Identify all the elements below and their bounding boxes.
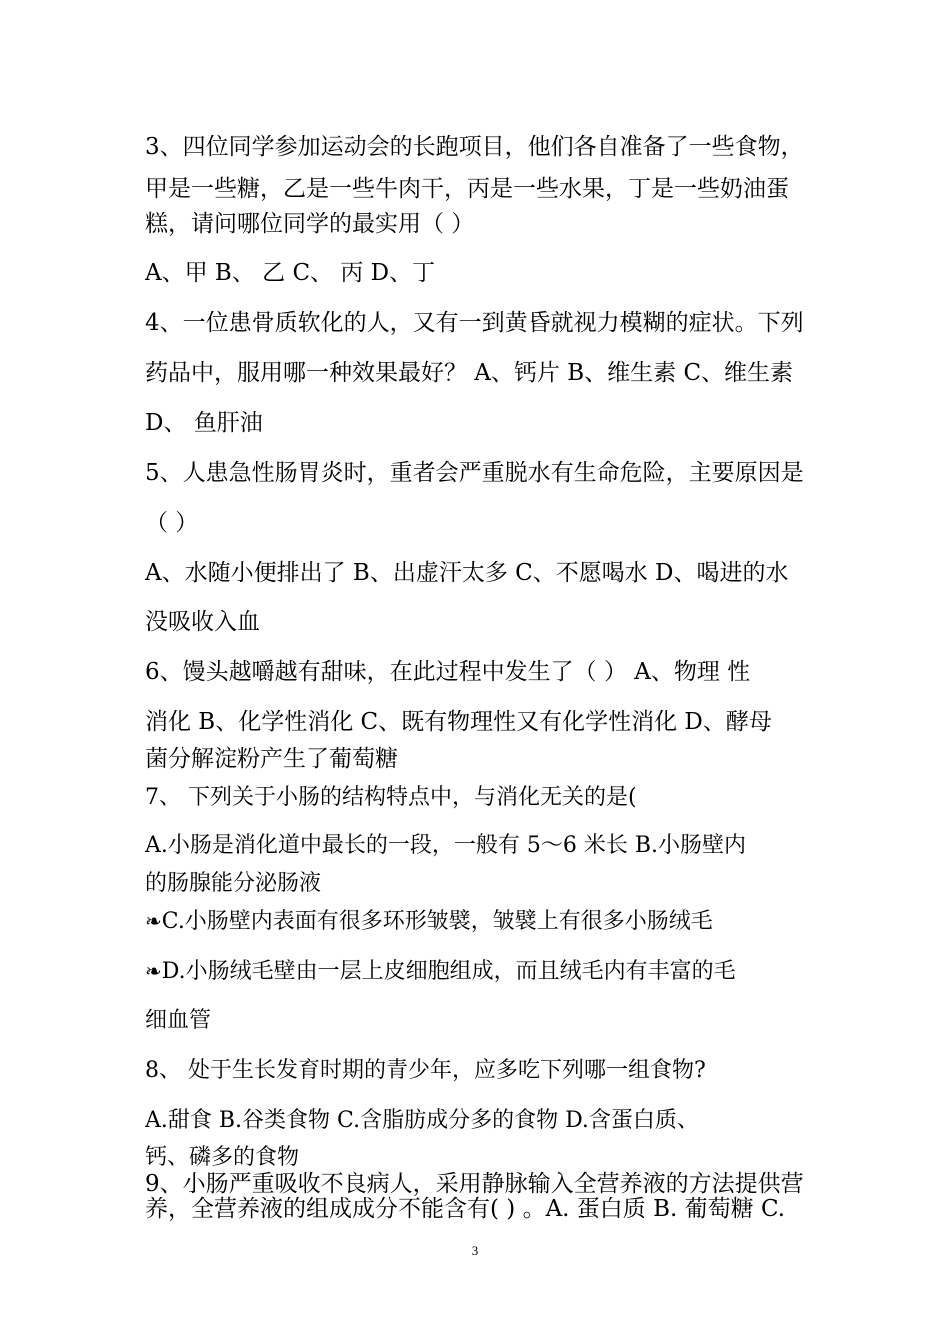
- q6-line-3: 菌分解淀粉产生了葡萄糖: [145, 746, 398, 772]
- q3-line-1: 3、四位同学参加运动会的长跑项目，他们各自准备了一些食物，: [145, 134, 804, 160]
- q4-line-3: D、 鱼肝油: [145, 410, 263, 436]
- q9-line-2: 养，全营养液的组成成分不能含有( ) 。A. 蛋白质 B. 葡萄糖 C.: [145, 1196, 786, 1222]
- q5-options: A、水随小便排出了 B、出虚汗太多 C、不愿喝水 D、喝进的水: [145, 560, 789, 586]
- q7-option-c-text: C.小肠壁内表面有很多环形皱襞，皱襞上有很多小肠绒毛: [161, 909, 713, 934]
- q9-line-1: 9、小肠严重吸收不良病人，采用静脉输入全营养液的方法提供营: [145, 1171, 804, 1197]
- q3-options: A、甲 B、 乙 C、 丙 D、丁: [145, 260, 436, 286]
- q5-options-cont: 没吸收入血: [145, 609, 260, 635]
- q4-line-2: 药品中，服用哪一种效果最好？ A、钙片 B、维生素 C、维生素: [145, 360, 794, 386]
- q7-option-d-cont: 细血管: [145, 1008, 212, 1033]
- q8-line-1: 8、 处于生长发育时期的青少年，应多吃下列哪一组食物?: [145, 1058, 706, 1083]
- q8-options: A.甜食 B.谷类食物 C.含脂肪成分多的食物 D.含蛋白质、: [145, 1108, 699, 1133]
- q5-line-2: （ ）: [145, 510, 199, 536]
- q3-line-2: 甲是一些糖，乙是一些牛肉干，丙是一些水果，丁是一些奶油蛋: [145, 176, 789, 202]
- q6-line-1: 6、馒头越嚼越有甜味，在此过程中发生了（ ） A、物理 性: [145, 659, 751, 685]
- leaf-bullet-icon: ❧: [145, 959, 162, 983]
- q7-option-a: A.小肠是消化道中最长的一段，一般有 5～6 米长 B.小肠壁内: [145, 833, 747, 858]
- q6-line-2: 消化 B、化学性消化 C、既有物理性又有化学性消化 D、酵母: [145, 709, 772, 735]
- q7-line-1: 7、 下列关于小肠的结构特点中，与消化无关的是(: [145, 785, 637, 810]
- q7-option-c: [145, 906, 825, 937]
- q5-line-1: 5、人患急性肠胃炎时，重者会严重脱水有生命危险，主要原因是: [145, 460, 804, 486]
- page-number: 3: [471, 1243, 479, 1258]
- q3-line-3: 糕，请问哪位同学的最实用（ ）: [145, 211, 475, 237]
- leaf-bullet-icon: ❧: [145, 909, 162, 933]
- q7-option-a-cont: 的肠腺能分泌肠液: [145, 871, 322, 896]
- q4-line-1: 4、一位患骨质软化的人，又有一到黄昏就视力模糊的症状。下列: [145, 310, 804, 336]
- q7-option-d: [145, 956, 825, 987]
- q7-option-d-text: D.小肠绒毛壁由一层上皮细胞组成，而且绒毛内有丰富的毛: [161, 959, 736, 984]
- q8-options-cont: 钙、磷多的食物: [145, 1145, 300, 1170]
